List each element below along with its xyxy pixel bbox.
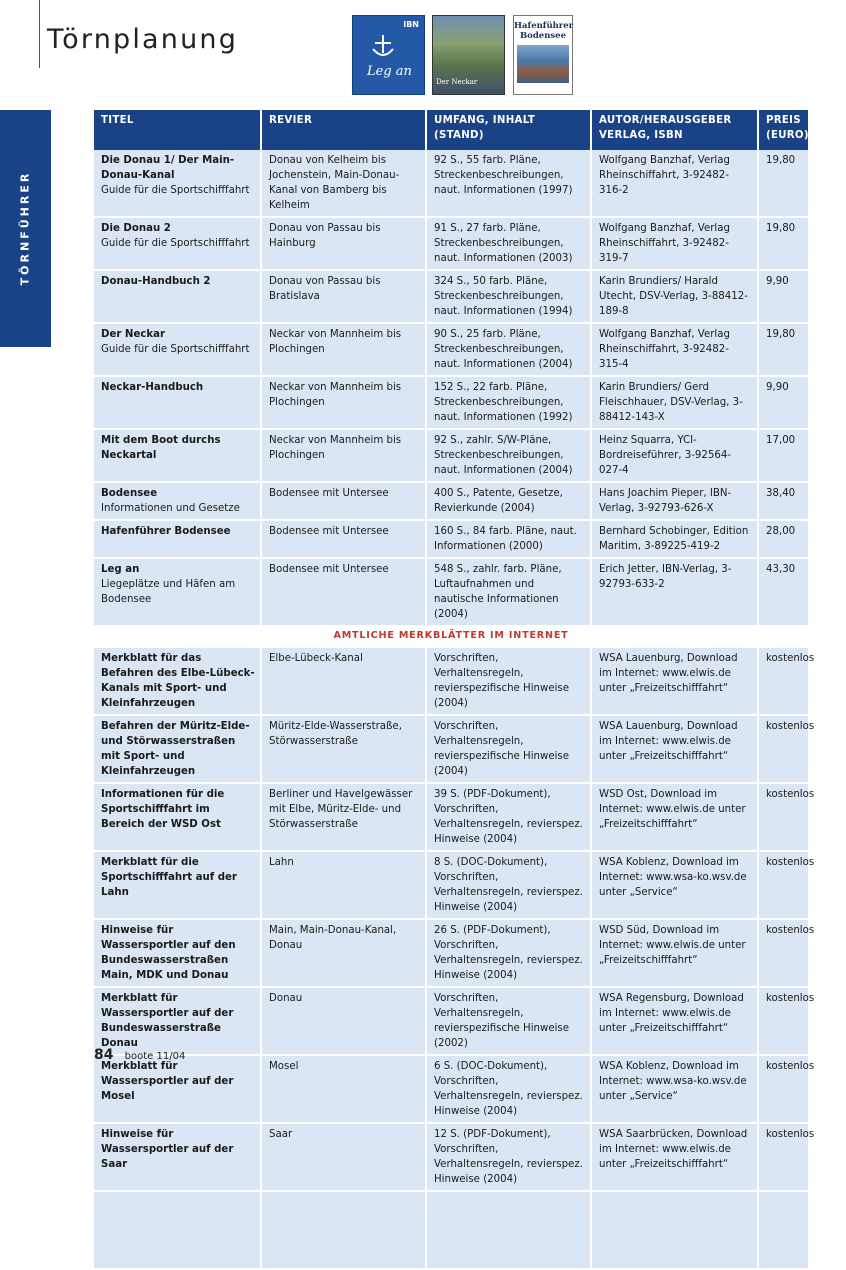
table-row (94, 1123, 808, 1191)
cell-umfang: 152 S., 22 farb. Pläne, Streckenbeschreibungen, naut. Informationen (1992) (426, 376, 591, 429)
cell-umfang: 548 S., zahlr. farb. Pläne, Luftaufnahmen und nautische Informationen (2004) (426, 558, 591, 626)
cell-titel (94, 482, 261, 520)
col-header-revier: REVIER (261, 110, 426, 150)
table-row (94, 217, 808, 270)
cell-autor: Heinz Squarra, YCI-Bordreiseführer, 3-92564-027-4 (591, 429, 758, 482)
cell-preis: 19,80 (758, 217, 808, 270)
cell-autor: Karin Brundiers/ Gerd Fleischhauer, DSV-Verlag, 3-88412-143-X (591, 376, 758, 429)
cell-autor: WSD Süd, Download im Internet: www.elwis.de unter „Freizeitschifffahrt“ (591, 919, 758, 987)
cell-titel (94, 376, 261, 429)
cell-preis: 9,90 (758, 270, 808, 323)
cell-revier: Donau von Passau bis Bratislava (261, 270, 426, 323)
cell-revier: Bodensee mit Untersee (261, 520, 426, 558)
cell-autor: Wolfgang Banzhaf, Verlag Rheinschiffahrt, 3-92482-319-7 (591, 217, 758, 270)
cover-subtitle: Bodensee (520, 31, 566, 41)
cell-umfang: 8 S. (DOC-Dokument), Vorschriften, Verhaltensregeln, revierspez. Hinweise (2004) (426, 851, 591, 919)
cell-umfang: Vorschriften, Verhaltensregeln, revierspezifische Hinweise (2004) (426, 647, 591, 715)
cell-titel (94, 851, 261, 919)
row-subtitle: Guide für die Sportschifffahrt (101, 185, 250, 196)
cell-preis: kostenlos (758, 647, 808, 715)
cell-revier: Bodensee mit Untersee (261, 558, 426, 626)
cell-preis: kostenlos (758, 715, 808, 783)
cell-revier: Müritz-Elde-Wasserstraße, Störwasserstraße (261, 715, 426, 783)
table-row (94, 323, 808, 376)
cell-autor: WSA Regensburg, Download im Internet: www.elwis.de unter „Freizeitschifffahrt“ (591, 987, 758, 1055)
table-row (94, 376, 808, 429)
header-divider (39, 0, 40, 68)
table-row (94, 482, 808, 520)
cell-preis: kostenlos (758, 1055, 808, 1123)
cell-autor: WSA Lauenburg, Download im Internet: www.elwis.de unter „Freizeitschifffahrt“ (591, 715, 758, 783)
cell-revier: Donau (261, 987, 426, 1055)
row-title: Befahren der Müritz-Elde- und Störwasserstraßen mit Sport- und Kleinfahrzeugen (101, 721, 250, 777)
cell-autor: Hans Joachim Pieper, IBN-Verlag, 3-92793-626-X (591, 482, 758, 520)
cell-titel (94, 1055, 261, 1123)
anchor-icon (353, 29, 424, 64)
table-row (94, 520, 808, 558)
row-title: Die Donau 2 (101, 223, 171, 234)
col-header-autor: AUTOR/HERAUSGEBER VERLAG, ISBN (591, 110, 758, 150)
cell-titel (94, 429, 261, 482)
row-subtitle: Guide für die Sportschifffahrt (101, 238, 250, 249)
cell-revier: Donau von Kelheim bis Jochenstein, Main-Donau-Kanal von Bamberg bis Kelheim (261, 150, 426, 217)
row-title: Hinweise für Wassersportler auf den Bundeswasserstraßen Main, MDK und Donau (101, 925, 236, 981)
cell-preis: kostenlos (758, 987, 808, 1055)
book-table (94, 110, 815, 1270)
cell-titel (94, 1123, 261, 1191)
cell-titel (94, 520, 261, 558)
row-title: Bodensee (101, 488, 158, 499)
cell-umfang: 324 S., 50 farb. Pläne, Streckenbeschreibungen, naut. Informationen (1994) (426, 270, 591, 323)
sidebar-label: TÖRNFÜHRER (18, 170, 32, 286)
cell-autor: WSA Koblenz, Download im Internet: www.wsa-ko.wsv.de unter „Service“ (591, 1055, 758, 1123)
cell-revier: Saar (261, 1123, 426, 1191)
row-title: Hafenführer Bodensee (101, 526, 231, 537)
cell-revier: Elbe-Lübeck-Kanal (261, 647, 426, 715)
row-subtitle: Guide für die Sportschifffahrt (101, 344, 250, 355)
cell-revier: Berliner und Havelgewässer mit Elbe, Müritz-Elde- und Störwasserstraße (261, 783, 426, 851)
cell-autor: WSA Lauenburg, Download im Internet: www.elwis.de unter „Freizeitschifffahrt“ (591, 647, 758, 715)
cell-umfang: Vorschriften, Verhaltensregeln, revierspezifische Hinweise (2002) (426, 987, 591, 1055)
cell-revier: Neckar von Mannheim bis Plochingen (261, 376, 426, 429)
cell-preis: 17,00 (758, 429, 808, 482)
cell-revier: Main, Main-Donau-Kanal, Donau (261, 919, 426, 987)
cell-umfang: 92 S., zahlr. S/W-Pläne, Streckenbeschreibungen, naut. Informationen (2004) (426, 429, 591, 482)
cover-label: IBN (403, 20, 419, 29)
cell-revier: Donau von Passau bis Hainburg (261, 217, 426, 270)
issue-label: boote 11/04 (124, 1051, 186, 1062)
table-row (94, 919, 808, 987)
table-row (94, 715, 808, 783)
row-title: Merkblatt für Wassersportler auf der Bundeswasserstraße Donau (101, 993, 234, 1049)
cell-preis: kostenlos (758, 851, 808, 919)
cell-umfang: 26 S. (PDF-Dokument), Vorschriften, Verhaltensregeln, revierspez. Hinweise (2004) (426, 919, 591, 987)
cell-umfang: 400 S., Patente, Gesetze, Revierkunde (2004) (426, 482, 591, 520)
cover-title: Hafenführer (514, 21, 574, 31)
row-title: Hinweise für Wassersportler auf der Saar (101, 1129, 234, 1170)
row-title: Informationen für die Sportschifffahrt im Bereich der WSD Ost (101, 789, 225, 830)
table-row (94, 783, 808, 851)
sidebar-tab (0, 110, 51, 347)
book-cover-leg-an (352, 15, 425, 95)
table-row (94, 987, 808, 1055)
cover-title: Leg an (367, 64, 412, 79)
section-title: AMTLICHE MERKBLÄTTER IM INTERNET (94, 626, 808, 647)
cell-preis: kostenlos (758, 919, 808, 987)
page-title: Törnplanung (47, 24, 239, 55)
cell-autor: WSA Koblenz, Download im Internet: www.wsa-ko.wsv.de unter „Service“ (591, 851, 758, 919)
cell-titel (94, 783, 261, 851)
cell-umfang: Vorschriften, Verhaltensregeln, revierspezifische Hinweise (2004) (426, 715, 591, 783)
table-header (94, 110, 808, 150)
cell-umfang: 160 S., 84 farb. Pläne, naut. Informationen (2000) (426, 520, 591, 558)
cell-umfang: 12 S. (PDF-Dokument), Vorschriften, Verhaltensregeln, revierspez. Hinweise (2004) (426, 1123, 591, 1191)
table-row (94, 150, 808, 217)
row-title: Mit dem Boot durchs Neckartal (101, 435, 221, 461)
cell-revier: Mosel (261, 1055, 426, 1123)
cell-titel (94, 217, 261, 270)
cell-revier: Neckar von Mannheim bis Plochingen (261, 323, 426, 376)
cell-autor: Erich Jetter, IBN-Verlag, 3-92793-633-2 (591, 558, 758, 626)
book-cover-neckar (432, 15, 505, 95)
cell-umfang: 39 S. (PDF-Dokument), Vorschriften, Verhaltensregeln, revierspez. Hinweise (2004) (426, 783, 591, 851)
row-title: Leg an (101, 564, 140, 575)
cell-autor: WSD Ost, Download im Internet: www.elwis.de unter „Freizeitschifffahrt“ (591, 783, 758, 851)
cell-umfang: 91 S., 27 farb. Pläne, Streckenbeschreibungen, naut. Informationen (2003) (426, 217, 591, 270)
cell-autor: Bernhard Schobinger, Edition Maritim, 3-89225-419-2 (591, 520, 758, 558)
row-title: Merkblatt für die Sportschifffahrt auf der Lahn (101, 857, 237, 898)
page-footer (94, 1047, 185, 1063)
col-header-titel: TITEL (94, 110, 261, 150)
cell-revier: Neckar von Mannheim bis Plochingen (261, 429, 426, 482)
cell-preis: kostenlos (758, 1123, 808, 1191)
col-header-umfang: UMFANG, INHALT (STAND) (426, 110, 591, 150)
cover-photo (517, 45, 569, 83)
cover-title: Der Neckar (436, 78, 478, 86)
cell-revier: Lahn (261, 851, 426, 919)
cell-autor: Karin Brundiers/ Harald Utecht, DSV-Verlag, 3-88412-189-8 (591, 270, 758, 323)
cell-preis: 43,30 (758, 558, 808, 626)
row-title: Neckar-Handbuch (101, 382, 204, 393)
book-cover-hafenfuehrer (513, 15, 573, 95)
page-number: 84 (94, 1047, 114, 1063)
cell-autor: Wolfgang Banzhaf, Verlag Rheinschiffahrt, 3-92482-315-4 (591, 323, 758, 376)
cell-titel (94, 270, 261, 323)
cell-titel (94, 919, 261, 987)
row-title: Merkblatt für Wassersportler auf der Mosel (101, 1061, 234, 1102)
table-row (94, 270, 808, 323)
cell-titel (94, 150, 261, 217)
cell-preis: 38,40 (758, 482, 808, 520)
cell-preis: 9,90 (758, 376, 808, 429)
row-title: Die Donau 1/ Der Main-Donau-Kanal (101, 155, 235, 181)
cell-titel (94, 647, 261, 715)
row-subtitle: Liegeplätze und Häfen am Bodensee (101, 579, 236, 605)
cell-preis: 19,80 (758, 150, 808, 217)
row-title: Merkblatt für das Befahren des Elbe-Lübeck-Kanals mit Sport- und Kleinfahrzeugen (101, 653, 255, 709)
table-row (94, 558, 808, 626)
section-row (94, 626, 808, 647)
row-title: Der Neckar (101, 329, 166, 340)
cell-preis: 19,80 (758, 323, 808, 376)
cell-titel (94, 558, 261, 626)
table-row (94, 429, 808, 482)
cell-autor: WSA Saarbrücken, Download im Internet: www.elwis.de unter „Freizeitschifffahrt“ (591, 1123, 758, 1191)
table-row (94, 851, 808, 919)
cell-titel (94, 715, 261, 783)
col-header-preis: PREIS (EURO) (758, 110, 808, 150)
cell-umfang: 92 S., 55 farb. Pläne, Streckenbeschreibungen, naut. Informationen (1997) (426, 150, 591, 217)
table-filler-row (94, 1191, 808, 1269)
cell-preis: 28,00 (758, 520, 808, 558)
table-row (94, 647, 808, 715)
cell-titel (94, 987, 261, 1055)
cell-revier: Bodensee mit Untersee (261, 482, 426, 520)
row-title: Donau-Handbuch 2 (101, 276, 211, 287)
cell-autor: Wolfgang Banzhaf, Verlag Rheinschiffahrt, 3-92482-316-2 (591, 150, 758, 217)
cell-titel (94, 323, 261, 376)
cell-umfang: 6 S. (DOC-Dokument), Vorschriften, Verhaltensregeln, revierspez. Hinweise (2004) (426, 1055, 591, 1123)
cell-umfang: 90 S., 25 farb. Pläne, Streckenbeschreibungen, naut. Informationen (2004) (426, 323, 591, 376)
row-subtitle: Informationen und Gesetze (101, 503, 240, 514)
table-row (94, 1055, 808, 1123)
cell-preis: kostenlos (758, 783, 808, 851)
